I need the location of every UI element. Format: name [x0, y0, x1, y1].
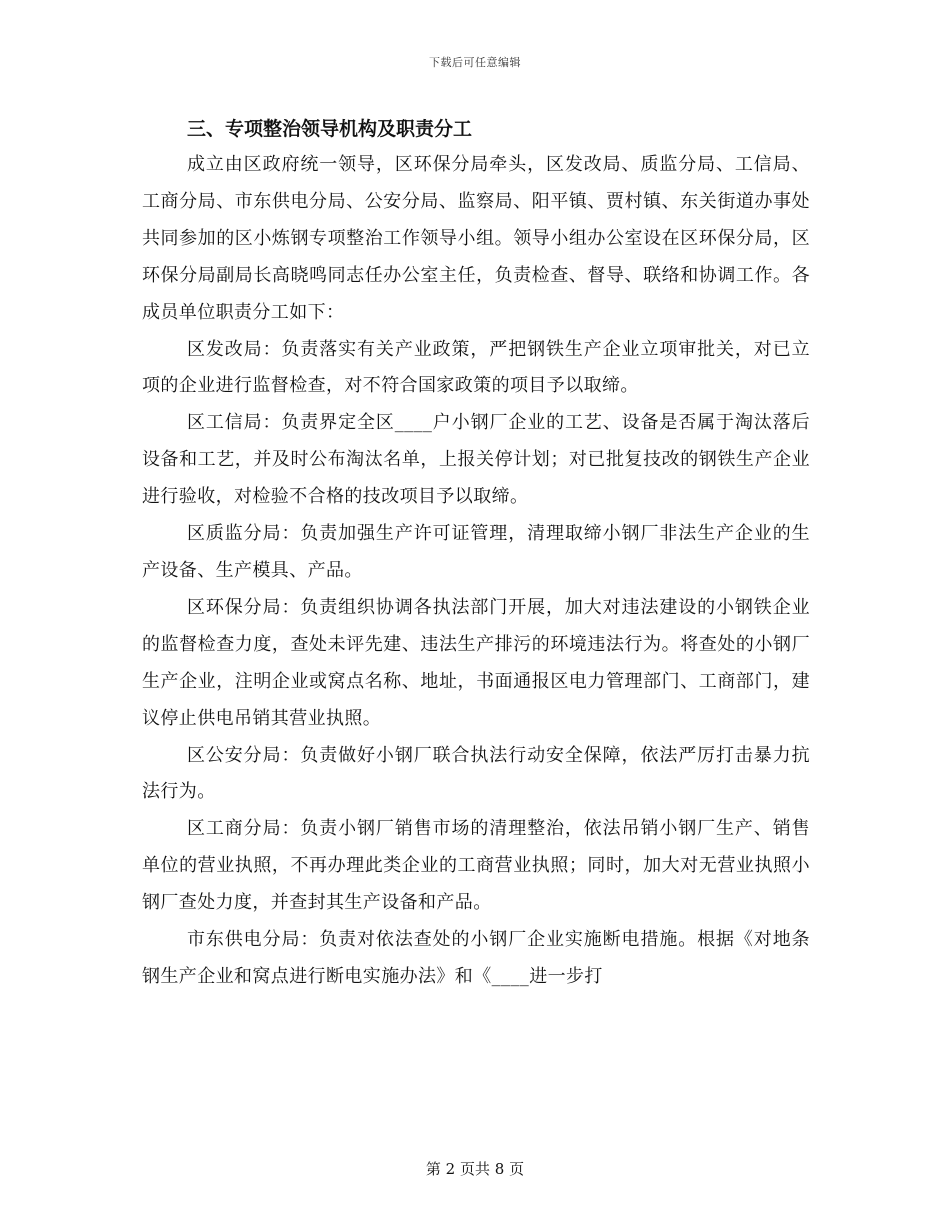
header-note: 下载后可任意编辑 — [429, 56, 521, 69]
paragraph-industry-it-bureau: 区工信局：负责界定全区____户小钢厂企业的工艺、设备是否属于淘汰落后设备和工艺，并及时公布淘汰名单，上报关停计划；对已批复技改的钢铁生产企业进行验收，对检验不合格的技改项目予以取缔。 — [142, 412, 810, 508]
paragraph-power-supply-bureau: 市东供电分局：负责对依法查处的小钢厂企业实施断电措施。根据《对地条钢生产企业和窝点进行断电实施办法》和《____进一步打 — [142, 929, 810, 987]
paragraph-development-reform-bureau: 区发改局：负责落实有关产业政策，严把钢铁生产企业立项审批关，对已立项的企业进行监督检查，对不符合国家政策的项目予以取缔。 — [142, 338, 810, 397]
paragraph-industry-commerce-bureau: 区工商分局：负责小钢厂销售市场的清理整治，依法吊销小钢厂生产、销售单位的营业执照，不再办理此类企业的工商营业执照；同时，加大对无营业执照小钢厂查处力度，并查封其生产设备和产品。 — [142, 818, 810, 914]
page-number: 第 2 页共 8 页 — [425, 1160, 525, 1178]
paragraph-leadership-group: 成立由区政府统一领导，区环保分局牵头，区发改局、质监分局、工信局、工商分局、市东供电分局、公安分局、监察局、阳平镇、贾村镇、东关街道办事处共同参加的区小炼钢专项整治工作领导小组。领导小组办公室设在区环保分局，区环保分局副局长高晓鸣同志任办公室主任，负责检查、督导、联络和协调工作。各成员单位职责分工如下： — [142, 154, 810, 323]
paragraph-public-security-bureau: 区公安分局：负责做好小钢厂联合执法行动安全保障，依法严厉打击暴力抗法行为。 — [142, 744, 810, 803]
paragraph-quality-supervision-bureau: 区质监分局：负责加强生产许可证管理，清理取缔小钢厂非法生产企业的生产设备、生产模具、产品。 — [142, 523, 810, 581]
section-heading: 三、专项整治领导机构及职责分工 — [187, 118, 473, 140]
document-body — [142, 111, 810, 996]
paragraph-environmental-protection-bureau: 区环保分局：负责组织协调各执法部门开展，加大对违法建设的小钢铁企业的监督检查力度，查处未评先建、违法生产排污的环境违法行为。将查处的小钢厂生产企业，注明企业或窝点名称、地址，书面通报区电力管理部门、工商部门，建议停止供电吊销其营业执照。 — [142, 596, 810, 729]
